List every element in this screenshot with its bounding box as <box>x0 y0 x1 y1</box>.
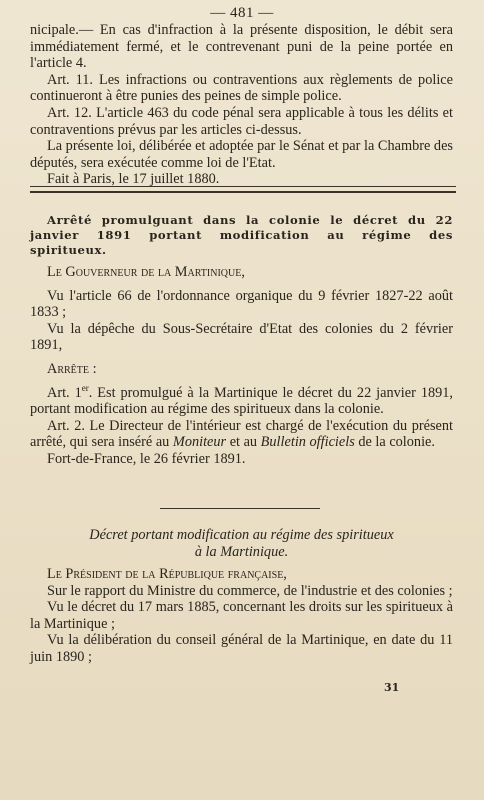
paragraph-enactment: La présente loi, délibérée et adoptée par le Sénat et par la Chambre des députés, sera exécutée comme loi de l'Etat. <box>30 138 453 171</box>
arrete-article-1: Art. 1er. Est promulgué à la Martinique le décret du 22 janvier 1891, portant modification au régime des spiritueux dans la colonie. <box>30 382 454 418</box>
law-ending-section <box>30 22 453 188</box>
decree-vu-deliberation: Vu la délibération du conseil général de la Martinique, en date du 11 juin 1890 ; <box>30 632 453 665</box>
paragraph-article-11: Art. 11. Les infractions ou contraventions aux règlements de police continueront à être punies des peines de simple police. <box>30 71 453 105</box>
decree-title: Décret portant modification au régime des spiritueux à la Martinique. <box>89 527 394 560</box>
paragraph-date-paris: Fait à Paris, le 17 juillet 1880. <box>47 171 220 188</box>
page-number: — 481 — <box>210 5 274 21</box>
arrete-article-2: Art. 2. Le Directeur de l'intérieur est chargé de l'exécution du présent arrêté, qui sera inséré au Moniteur et au Bulletin officiels de la colonie. <box>30 417 453 451</box>
vu-depeche: Vu la dépêche du Sous-Secrétaire d'Etat des colonies du 2 février 1891, <box>30 320 453 354</box>
paragraph-continuation: nicipale.— En cas d'infraction à la présente disposition, le débit sera immédiatement fermé, et le contrevenant puni de la peine portée en l'article 4. <box>30 22 453 72</box>
vu-article-66: Vu l'article 66 de l'ordonnance organique du 9 février 1827-22 août 1833 ; <box>30 287 453 321</box>
governor-title: Le Gouverneur de la Martinique, <box>47 264 245 280</box>
paragraph-article-12: Art. 12. L'article 463 du code pénal sera applicable à tous les délits et contraventions prévus par les articles ci-dessus. <box>30 104 453 138</box>
section-divider <box>160 508 320 509</box>
president-title: Le Président de la République française, <box>47 566 287 582</box>
decree-vu-1885: Vu le décret du 17 mars 1885, concernant les droits sur les spiritueux à la Martinique ; <box>30 599 453 632</box>
arrete-section <box>30 264 453 468</box>
arrete-heading: Arrêté promulguant dans la colonie le décret du 22 janvier 1891 portant modification au régime des spiritueux. <box>30 213 453 257</box>
signature-mark: 31 <box>384 681 400 694</box>
arrete-place-date: Fort-de-France, le 26 février 1891. <box>47 450 246 467</box>
arrete-label: Arrête : <box>47 360 97 377</box>
section-divider-double <box>30 186 456 193</box>
decree-vu-rapport: Sur le rapport du Ministre du commerce, de l'industrie et des colonies ; <box>47 582 453 599</box>
decree-section <box>30 566 453 666</box>
